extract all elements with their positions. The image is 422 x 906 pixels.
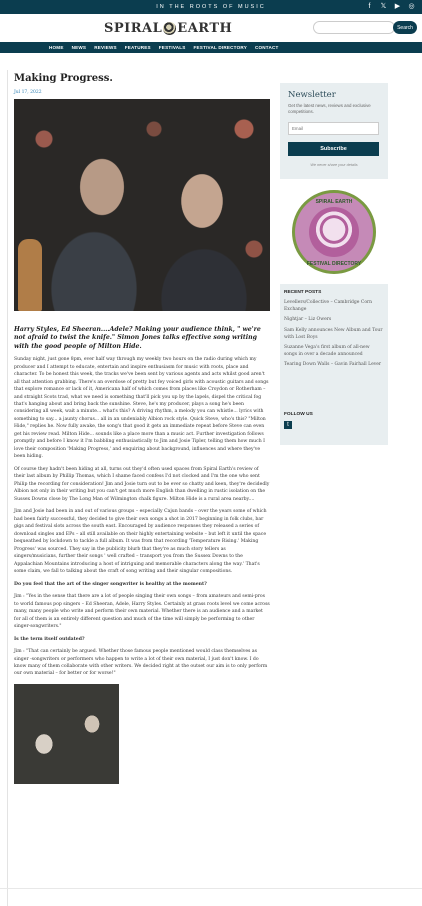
privacy-note: We never share your details xyxy=(310,163,358,168)
article-date[interactable]: Jul 17, 2022 xyxy=(14,90,42,95)
search xyxy=(313,21,417,34)
spiral-emblem-icon xyxy=(309,207,359,257)
logo-text-left: SPIRAL xyxy=(104,21,163,36)
sidebar xyxy=(280,83,388,445)
badge-bottom-text: FESTIVAL DIRECTORY xyxy=(306,260,362,267)
recent-posts-widget xyxy=(280,284,388,411)
hero-image xyxy=(14,99,270,311)
search-input[interactable] xyxy=(313,21,395,34)
search-button[interactable]: Search xyxy=(393,21,417,34)
twitter-icon[interactable]: t xyxy=(284,421,292,429)
article-photo xyxy=(14,684,119,784)
main-content xyxy=(0,53,422,906)
nav-home[interactable]: HOME xyxy=(49,45,64,50)
interview-question: Do you feel that the art of the singer songwriter is healthy at the moment? xyxy=(14,581,207,587)
nav-contact[interactable]: CONTACT xyxy=(255,45,279,50)
newsletter-subtitle: Get the latest news, reviews and exclusive competitions. xyxy=(288,103,371,114)
nav-news[interactable]: NEWS xyxy=(71,45,87,50)
interview-question: Is the term itself outdated? xyxy=(14,636,85,642)
article-paragraph: Jim and Josie had been in and out of various groups – especially Cajun bands – over the years some of which had been fairly successful, they decided to give their own songs a shot in 2017 beginning in folk clubs, bar gigs and festival slots across the south east. Encouraged by audience responses they released a series of download singles and EPs – all still available on their highly entertaining website – but left it until the space bequeathed by lockdown to tackle a full album. It was from that recording 'Temperature Rising.' Making Progress' was sourced. They say in the publicity blurb that they're as much story tellers as singers/musicians, further their songs ' well crafted – transport you from the Sussex Downs to the Appalachian Mountains introducing a host of intriguing and memorable characters along the way.' That's some claim, we fall to talking about the craft of song writing and their singular compositions. xyxy=(14,509,267,575)
spiral-icon xyxy=(163,22,176,35)
article-paragraph: Sunday night, just gone 8pm, ever half way through my weekly two hours on the radio during which my producer and I attempt to educate, entertain and inspire enthusiasm for music with roots, place and character. To be honest this week, the tracks we've been sent by various agents and acts whilst good aren't all that attention grabbing. There's an overdose of pretty but fey voiced girls with acoustic guitars and songs that explore romance or lack of it, Americana half of which comes from places like Croydon or Rotherham – and straight Scots trad, what we need is something that'll pick you up by the lapels, dispel the critical fog that's hanging about and bring back the sunshine. Steve, he's my producer, plays a song he's been considering all week, wait a minute... what's this? A driving rhythm, a melody you can whistle... lyrics with something to say... a jaunty chorus... all in an undeniably Albion rock style. Quick Steve, who's this? "Milton Hide," replies he. Now fully awake, the song's that good it gets an immediate repeat before Steve can even get his review read. Milton Hide... sounds like a place more than a music act. Further investigation follows promptly and before I know it I'm babbling enthusiastically to Jim and Josie Tipler, telling them how much I love their composition 'Making Progress,' and enquiring about background, influences and where they've been hiding. xyxy=(14,357,269,460)
divider xyxy=(7,70,8,906)
divider xyxy=(0,888,422,889)
festival-directory-badge-link[interactable] xyxy=(280,179,388,284)
nav-festival-directory[interactable]: FESTIVAL DIRECTORY xyxy=(193,45,247,50)
article-paragraph: Jim : "That can certainly be argued. Whether those famous people mentioned would class themselves as singer -songwriters or performers who happen to write a lot of their own material, I just don't know. I do know many of them collaborate with other writers. We decided right at the outset our aim is to only perform our own material – for better or for worse!" xyxy=(14,649,268,677)
article-paragraph: Jim : "Yes in the sense that there are a lot of people singing their own songs – from amateurs and semi-pros to world famous pop singers – Ed Sheeran, Adele, Harry Styles. Certainly at grass roots level we come across many, many people who write and perform their own material. Whether there is an audience and a market for all of them is an entirely different question and much of the time will simply be performing to other singer-songwriters." xyxy=(14,594,270,630)
follow-title: FOLLOW US xyxy=(284,412,313,417)
site-logo[interactable] xyxy=(104,21,232,36)
article xyxy=(14,73,270,784)
logo-text-right: EARTH xyxy=(177,21,233,36)
main-nav xyxy=(0,42,422,53)
instagram-icon[interactable]: ◎ xyxy=(408,3,415,10)
recent-post-link[interactable]: Suzanne Vega's first album of all-new songs in over a decade announced xyxy=(284,344,370,358)
newsletter-widget xyxy=(280,83,388,179)
youtube-icon[interactable]: ▶ xyxy=(394,3,401,10)
email-field[interactable] xyxy=(288,122,379,135)
social-links xyxy=(365,2,416,11)
site-header xyxy=(0,14,422,42)
article-title: Making Progress. xyxy=(14,73,113,84)
recent-post-link[interactable]: Tearing Down Walls – Gavin Fairhall Lever xyxy=(284,362,382,368)
nav-festivals[interactable]: FESTIVALS xyxy=(158,45,186,50)
top-bar xyxy=(0,0,422,14)
nav-reviews[interactable]: REVIEWS xyxy=(94,45,117,50)
follow-widget xyxy=(280,411,388,445)
recent-posts-title: RECENT POSTS xyxy=(284,290,322,295)
recent-post-link[interactable]: Nightjar – Liz Owers xyxy=(284,317,332,323)
article-caption: Harry Styles, Ed Sheeran....Adele? Making your audience think, " we're not afraid to twist the knife." Simon Jones talks effective song writing with the good people of Milton Hide. xyxy=(14,326,261,350)
newsletter-title: Newsletter xyxy=(288,90,336,100)
guitar-shape xyxy=(18,239,42,311)
subscribe-button[interactable]: Subscribe xyxy=(288,142,379,156)
nav-features[interactable]: FEATURES xyxy=(124,45,151,50)
recent-post-link[interactable]: Levellers/Collective – Cambridge Corn Exchange xyxy=(284,300,373,313)
article-paragraph: Of course they hadn't been hiding at all, turns out they'd often used spaces from Spiral Earth's review of their last album by Phillip Thomas, which I shame faced confess I'd not clocked and I'm the one who sent Philip the recording for consideration! Jim and Josie turn out to be ever so chatty and keen, they're decidedly Albion not only in their writing but you can't get much more English than dwelling in rustic isolation on the Sussex Downs close by The Long Man of Wilmington chalk figure. Milton Hide is a rural area nearby.... xyxy=(14,466,270,502)
tagline: IN THE ROOTS OF MUSIC xyxy=(156,4,266,10)
festival-directory-badge xyxy=(292,190,376,274)
x-icon[interactable]: 𝕏 xyxy=(380,3,387,10)
badge-top-text: SPIRAL EARTH xyxy=(315,198,353,205)
facebook-icon[interactable]: f xyxy=(368,3,371,10)
recent-post-link[interactable]: Sam Kelly announces New Album and Tour with Lost Boys xyxy=(284,327,383,340)
